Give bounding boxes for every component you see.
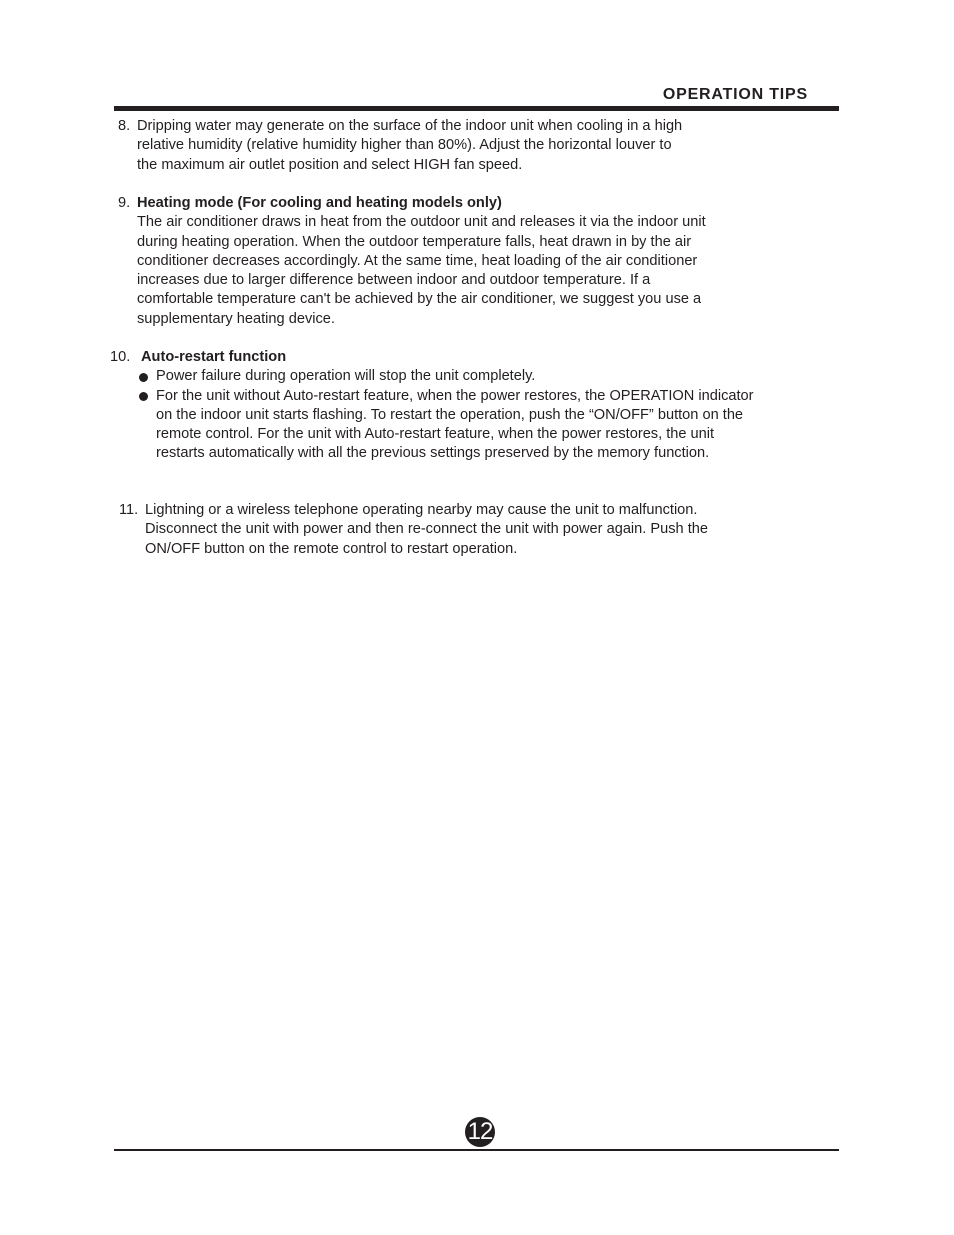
item-text-line: supplementary heating device. <box>137 310 335 327</box>
item-text-line: Dripping water may generate on the surface of the indoor unit when cooling in a high <box>137 118 683 134</box>
bullet-text-line: For the unit without Auto-restart feature, when the power restores, the OPERATION indicator <box>156 387 754 404</box>
page-number-badge: 12 <box>465 1117 495 1147</box>
item-number: 9. <box>118 195 131 211</box>
item-number: 8. <box>118 118 131 134</box>
item-text-line: comfortable temperature can't be achieved by the air conditioner, we suggest you use a <box>137 291 702 308</box>
header-rule <box>114 106 839 111</box>
item-number: 11. <box>119 502 139 518</box>
item-text-line: Disconnect the unit with power and then re-connect the unit with power again. Push the <box>145 521 709 538</box>
bullet-dot-icon <box>139 392 148 401</box>
bullet-text-line: Power failure during operation will stop the unit completely. <box>156 368 536 385</box>
item-text-line: conditioner decreases accordingly. At the same time, heat loading of the air conditioner <box>137 252 698 269</box>
item-text-line: The air conditioner draws in heat from the outdoor unit and releases it via the indoor unit <box>137 214 706 231</box>
bullet-text-line: remote control. For the unit with Auto-restart feature, when the power restores, the unit <box>156 426 715 443</box>
item-text-line: ON/OFF button on the remote control to restart operation. <box>145 540 518 557</box>
item-heading: Auto-restart function <box>141 349 287 365</box>
bullet-text-line: on the indoor unit starts flashing. To restart the operation, push the “ON/OFF” button on the <box>156 406 744 423</box>
item-number: 10. <box>110 349 131 365</box>
item-heading: Heating mode (For cooling and heating models only) <box>137 195 502 211</box>
footer-rule <box>114 1149 839 1151</box>
bullet-text-line: restarts automatically with all the previous settings preserved by the memory function. <box>156 445 710 462</box>
item-text-line: relative humidity (relative humidity higher than 80%). Adjust the horizontal louver to <box>137 137 672 154</box>
item-text-line: increases due to larger difference between indoor and outdoor temperature. If a <box>137 272 651 289</box>
item-text-line: the maximum air outlet position and select HIGH fan speed. <box>137 156 523 173</box>
item-text-line: Lightning or a wireless telephone operating nearby may cause the unit to malfunction. <box>145 502 698 518</box>
section-title: OPERATION TIPS <box>662 86 808 103</box>
item-text-line: during heating operation. When the outdoor temperature falls, heat drawn in by the air <box>137 233 692 250</box>
bullet-dot-icon <box>139 373 148 382</box>
